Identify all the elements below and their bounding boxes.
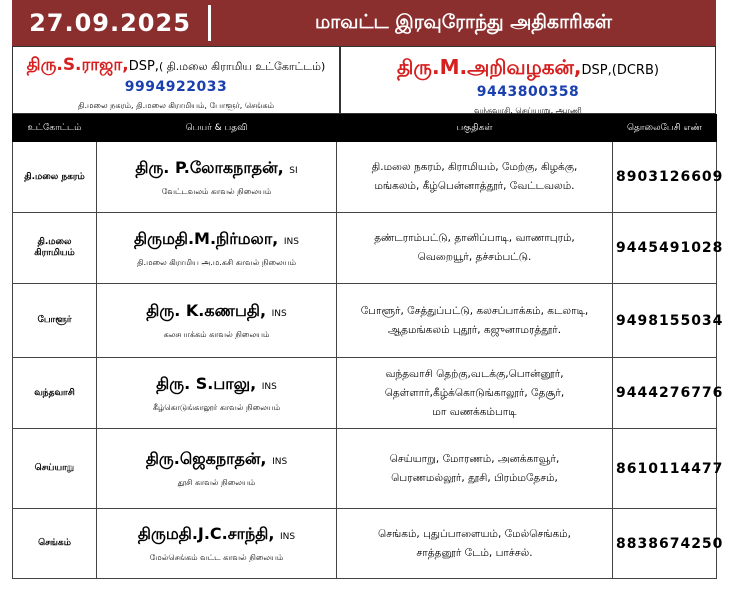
dsp-note: ( தி.மலை கிராமிய உட்கோட்டம்): [158, 60, 326, 73]
phone-cell: 9498155034: [613, 284, 717, 358]
officer-station: கீழ்கொடுங்காலூர் காவல் நிலையம்: [152, 402, 281, 412]
areas-line: செங்கம், புதுப்பாளையம், மேல்செங்கம்,: [378, 527, 571, 540]
col-header-subdivision: உட்கோட்டம்: [13, 115, 97, 142]
areas-line: தெள்ளார்,கீழ்க்கொடுங்காலூர், தேசூர்,: [384, 386, 565, 399]
dsp-card-1: [12, 46, 340, 114]
phone-cell: 8838674250: [613, 509, 717, 579]
table-row: [13, 142, 717, 213]
officer-station: வேட்டவலம் காவல் நிலையம்: [161, 186, 272, 196]
dsp-name-line: [13, 55, 339, 77]
areas-line: போளூர், சேத்துப்பட்டு, கலசப்பாக்கம், கடலாடி,: [360, 304, 589, 317]
officer-cell: [97, 142, 337, 213]
officer-rank: SI: [289, 165, 298, 176]
officer-name-line: [100, 374, 333, 395]
officer-name: திரு. P.லோகநாதன்,: [135, 157, 284, 177]
officer-name: திரு. K.கணபதி,: [146, 301, 267, 320]
subdivision-cell: தி.மலை கிராமியம்: [13, 213, 97, 284]
areas-line: ஆதமங்கலம் புதூர், கஜுனாமரத்தூர்.: [387, 323, 562, 336]
table-row: [13, 213, 717, 284]
dsp-rank: DSP,: [128, 59, 159, 74]
areas-cell: [337, 429, 613, 509]
phone-cell: 8903126609: [613, 142, 717, 213]
subdivision-cell: போளூர்: [13, 284, 97, 358]
areas-line: பெரணமல்லூர், தூசி, பிரம்மதேசம்,: [391, 471, 558, 484]
officer-cell: [97, 509, 337, 579]
phone-cell: 8610114477: [613, 429, 717, 509]
officer-cell: [97, 213, 337, 284]
col-header-areas: பகுதிகள்: [337, 115, 613, 142]
table-row: [13, 358, 717, 429]
areas-cell: [337, 284, 613, 358]
dsp-name-line: [341, 55, 715, 82]
dsp-card-2: [340, 46, 716, 114]
officer-cell: [97, 358, 337, 429]
table-row: [13, 509, 717, 579]
col-header-phone: தொலைபேசி எண்: [613, 115, 717, 142]
officer-name-line: [100, 158, 333, 179]
table-row: [13, 284, 717, 358]
dsp-name: திரு.S.ராஜா,: [26, 55, 129, 75]
dsp-phone: 9994922033: [124, 79, 228, 95]
table-header-row: [13, 115, 717, 142]
officer-station: கலசபாக்கம் காவல் நிலையம்: [163, 330, 270, 339]
officer-rank: INS: [283, 236, 299, 247]
officer-station: தூசி காவல் நிலையம்: [177, 478, 256, 487]
subdivision-cell: செங்கம்: [13, 509, 97, 579]
header-banner: [12, 0, 716, 46]
officer-table: [12, 114, 724, 579]
dsp-name: திரு.M.அறிவழகன்,: [397, 55, 582, 79]
phone-cell: 9445491028: [613, 213, 717, 284]
subdivision-cell: தி.மலை நகரம்: [13, 142, 97, 213]
officer-name-line: [100, 301, 333, 322]
areas-line: சாத்தனூர் டேம், பாச்சல்.: [416, 546, 533, 559]
col-header-name-rank: பெயர் & பதவி: [97, 115, 337, 142]
areas-cell: [337, 358, 613, 429]
areas-line: மா வணக்கம்பாடி: [432, 405, 517, 418]
table-row: [13, 429, 717, 509]
areas-line: வெறையூர், தச்சம்பட்டு.: [417, 251, 532, 263]
roster-title: மாவட்ட இரவுரோந்து அதிகாரிகள்: [315, 10, 612, 33]
areas-line: தண்டராம்பட்டு, தானிப்பாடி, வாணாபுரம்,: [374, 232, 575, 244]
dsp-phone: 9443800358: [476, 84, 580, 100]
officer-station: தி.மலை கிராமிய அ.ம.கசி காவல் நிலையம்: [136, 257, 297, 267]
dsp-areas: வந்தவாசி, செய்யாறு, ஆரணி: [474, 106, 582, 115]
officer-cell: [97, 284, 337, 358]
officer-name-line: [100, 449, 333, 470]
phone-cell: 9444276776: [613, 358, 717, 429]
roster-date: 27.09.2025: [29, 9, 191, 37]
officer-name: திரு.ஜெகநாதன்,: [145, 449, 267, 468]
officer-rank: INS: [272, 457, 288, 467]
areas-line: வந்தவாசி தெற்கு,வடக்கு,பொன்னூர்,: [385, 367, 564, 380]
officer-name-line: [100, 524, 333, 545]
subdivision-cell: செய்யாறு: [13, 429, 97, 509]
officer-rank: INS: [271, 309, 287, 319]
subdivision-cell: வந்தவாசி: [13, 358, 97, 429]
officer-rank: INS: [261, 381, 277, 392]
officer-name: திருமதி.J.C.சாந்தி,: [137, 524, 275, 543]
officer-name-line: [100, 229, 333, 250]
officer-name: திருமதி.M.நிர்மலா,: [134, 228, 279, 248]
areas-line: மங்கலம், கீழ்பென்னாத்தூர், வேட்டவலம்.: [374, 180, 575, 192]
dsp-areas: தி.மலை நகரம், தி.மலை கிராமியம், போளூர், செங்கம்: [77, 101, 275, 110]
areas-line: செய்யாறு, மோரணம், அனக்காவூர்,: [389, 452, 560, 465]
areas-cell: [337, 213, 613, 284]
areas-cell: [337, 509, 613, 579]
officer-station: மேல்செங்கம் வட்ட காவல் நிலையம்: [149, 553, 284, 562]
areas-line: தி.மலை நகரம், கிராமியம், மேற்கு, கிழக்கு,: [371, 161, 578, 173]
officer-rank: INS: [280, 532, 296, 542]
areas-cell: [337, 142, 613, 213]
dsp-rank: DSP,(DCRB): [581, 63, 659, 78]
officer-name: திரு. S.பாலு,: [156, 373, 257, 393]
officer-cell: [97, 429, 337, 509]
